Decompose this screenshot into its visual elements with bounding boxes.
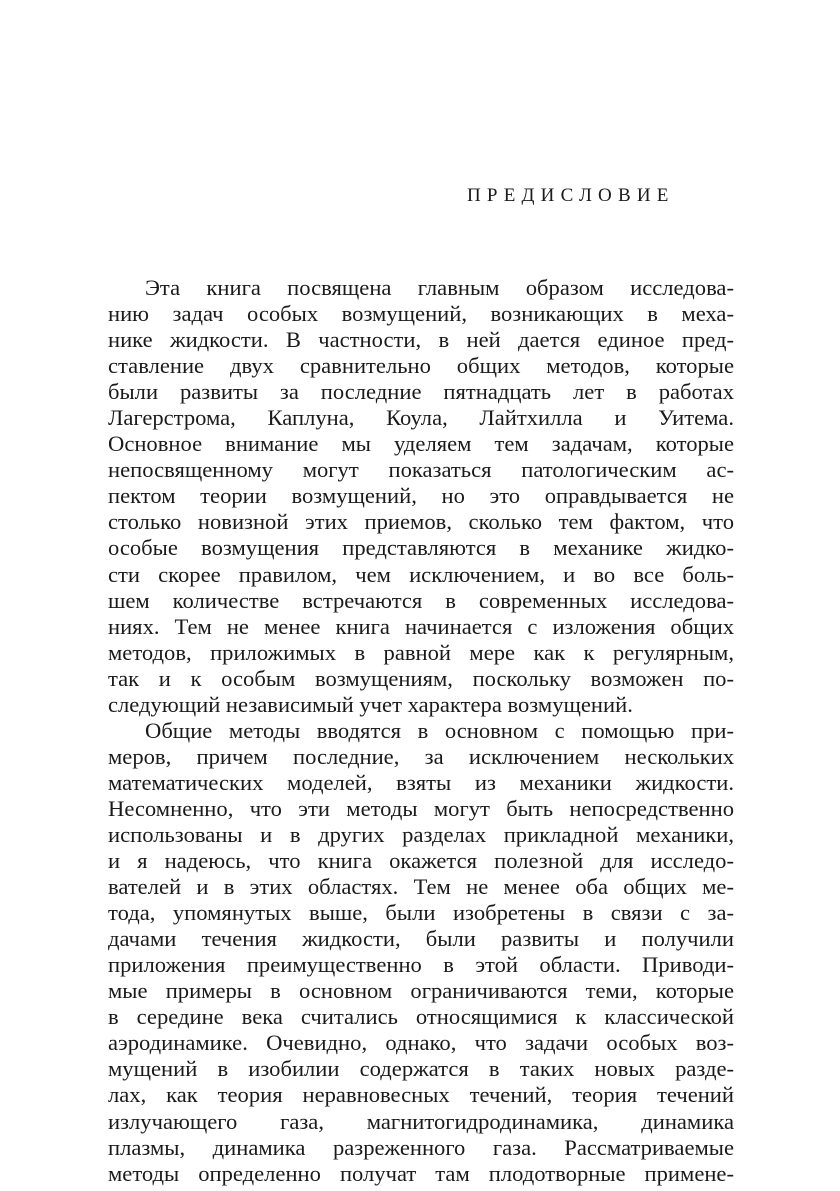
text-line: Эта книга посвящена главным образом исследова- <box>145 275 734 300</box>
page-heading: ПРЕДИСЛОВИЕ <box>467 185 675 206</box>
text-line: методов, приложимых в равной мере как к регулярным, <box>108 639 734 665</box>
text-line: столько новизной этих приемов, сколько тем фактом, что <box>108 509 734 535</box>
text-line: использованы и в других разделах прикладной механики, <box>108 821 734 847</box>
text-line: дачами течения жидкости, были развиты и получили <box>108 926 734 952</box>
text-line: Лагерстрома, Каплуна, Коула, Лайтхилла и Уитема. <box>108 405 734 431</box>
text-line: в середине века считались относящимися к классической <box>108 1004 734 1030</box>
text-line: пектом теории возмущений, но это оправдывается не <box>108 483 734 509</box>
text-line: нию задач особых возмущений, возникающих в меха- <box>108 301 734 327</box>
text-line: нике жидкости. В частности, в ней дается единое пред- <box>108 327 734 353</box>
text-line: сти скорее правилом, чем исключением, и во все боль- <box>108 561 734 587</box>
text-line: ставление двух сравнительно общих методов, которые <box>108 353 734 379</box>
text-line: так и к особым возмущениям, поскольку возможен по- <box>108 665 734 691</box>
text-line: Основное внимание мы уделяем тем задачам, которые <box>108 431 734 457</box>
text-line: вателей и в этих областях. Тем не менее оба общих ме- <box>108 874 734 900</box>
text-line: тода, упомянутых выше, были изобретены в связи с за- <box>108 900 734 926</box>
text-line: математических моделей, взяты из механики жидкости. <box>108 769 734 795</box>
text-line: мущений в изобилии содержатся в таких новых разде- <box>108 1056 734 1082</box>
paragraph <box>108 275 734 718</box>
text-line: плазмы, динамика разреженного газа. Рассматриваемые <box>108 1134 734 1160</box>
text-line: мые примеры в основном ограничиваются теми, которые <box>108 978 734 1004</box>
text-line: Несомненно, что эти методы могут быть непосредственно <box>108 795 734 821</box>
text-line: методы определенно получат там плодотворные примене- <box>108 1160 734 1186</box>
text-line: шем количестве встречаются в современных исследова- <box>108 587 734 613</box>
text-line: Общие методы вводятся в основном с помощью при- <box>145 717 734 743</box>
text-line: были развиты за последние пятнадцать лет в работах <box>108 379 734 405</box>
text-line: непосвященному могут показаться патологическим ас- <box>108 457 734 483</box>
text-line: ниях. Тем не менее книга начинается с изложения общих <box>108 613 734 639</box>
text-line: лах, как теория неравновесных течений, теория течений <box>108 1082 734 1108</box>
body-text <box>108 275 734 1187</box>
text-line: следующий независимый учет характера возмущений. <box>108 691 633 717</box>
text-line: меров, причем последние, за исключением нескольких <box>108 743 734 769</box>
text-line: и я надеюсь, что книга окажется полезной для исследо- <box>108 848 734 874</box>
text-line: аэродинамике. Очевидно, однако, что задачи особых воз- <box>108 1030 734 1056</box>
text-line: приложения преимущественно в этой области. Приводи- <box>108 952 734 978</box>
text-line: особые возмущения представляются в механике жидко- <box>108 535 734 561</box>
text-line: излучающего газа, магнитогидродинамика, динамика <box>108 1108 734 1134</box>
paragraph <box>108 718 734 1187</box>
